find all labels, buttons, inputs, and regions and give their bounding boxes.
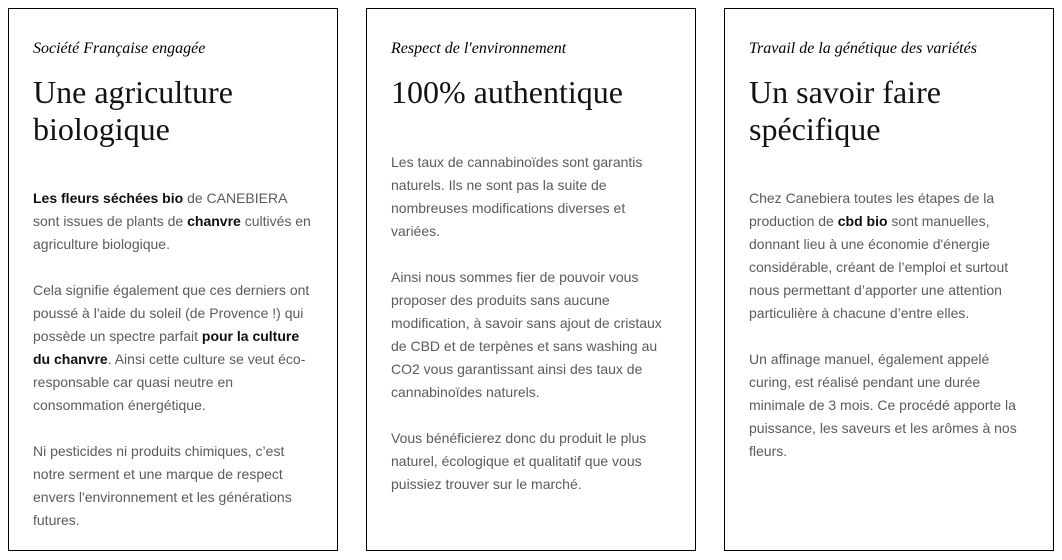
text-run: . Ainsi cette culture se veut éco-responsable car quasi neutre en consommation énergétique. bbox=[33, 351, 306, 414]
card-body bbox=[391, 151, 671, 496]
card-eyebrow: Société Française engagée bbox=[33, 40, 206, 57]
feature-card-1 bbox=[8, 8, 338, 551]
card-body bbox=[33, 187, 313, 532]
bold-text-run: chanvre bbox=[187, 213, 241, 230]
card-body bbox=[749, 187, 1029, 463]
text-run: Cela signifie également que ces derniers ont poussé à l'aide du soleil (de Provence !) qui possède un spectre parfait bbox=[33, 282, 310, 345]
feature-card-2 bbox=[366, 8, 696, 551]
text-run: Chez Canebiera toutes les étapes de la production de bbox=[749, 190, 995, 230]
card-paragraph bbox=[391, 151, 671, 243]
text-run: de CANEBIERA sont issues de plants de bbox=[33, 190, 287, 230]
text-run: Ainsi nous sommes fier de pouvoir vous proposer des produits sans aucune modification, à savoir sans ajout de cristaux de CBD et de terpènes et sans washing au CO2 vous garantissant ainsi des taux de cannabinoïdes naturels. bbox=[391, 268, 662, 400]
card-paragraph bbox=[33, 279, 313, 417]
text-run: sont manuelles, donnant lieu à une économie d'énergie considérable, créant de l’emploi et surtout nous permettant d’apporter une attention particulière à chacune d’entre elles. bbox=[749, 213, 1009, 322]
card-paragraph bbox=[749, 187, 1029, 325]
bold-text-run: cbd bio bbox=[837, 213, 888, 230]
bold-text-run: Les fleurs séchées bio bbox=[33, 190, 184, 207]
card-paragraph bbox=[33, 187, 313, 256]
card-eyebrow: Respect de l'environnement bbox=[391, 40, 567, 57]
card-title: Une agriculture biologique bbox=[33, 74, 233, 147]
feature-card-3 bbox=[724, 8, 1054, 551]
card-eyebrow: Travail de la génétique des variétés bbox=[749, 40, 977, 57]
text-run: Les taux de cannabinoïdes sont garantis naturels. Ils ne sont pas la suite de nombreuses modifications diverses et variées. bbox=[391, 153, 643, 239]
features-section bbox=[8, 8, 1054, 551]
text-run: cultivés en agriculture biologique. bbox=[33, 213, 311, 253]
bold-text-run: pour la culture du chanvre bbox=[33, 328, 300, 368]
card-title: 100% authentique bbox=[391, 74, 623, 111]
text-run: Vous bénéficierez donc du produit le plus naturel, écologique et qualitatif que vous puissiez trouver sur le marché. bbox=[391, 429, 647, 492]
card-title: Un savoir faire spécifique bbox=[749, 74, 941, 147]
text-run: Un affinage manuel, également appelé curing, est réalisé pendant une durée minimale de 3 mois. Ce procédé apporte la puissance, les saveurs et les arômes à nos fleurs. bbox=[749, 351, 1017, 460]
text-run: Ni pesticides ni produits chimiques, c’est notre serment et une marque de respect envers l'environnement et les générations futures. bbox=[33, 443, 292, 529]
card-paragraph bbox=[33, 440, 313, 532]
card-paragraph bbox=[391, 266, 671, 404]
card-paragraph bbox=[391, 427, 671, 496]
card-paragraph bbox=[749, 348, 1029, 463]
